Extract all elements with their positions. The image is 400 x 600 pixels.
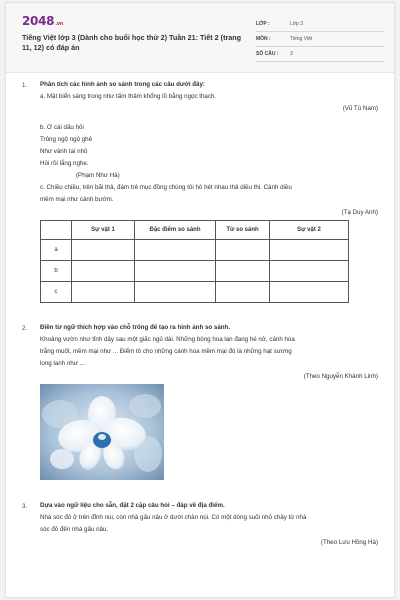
q1-b-source: (Phạm Như Hà) xyxy=(76,172,120,179)
table-cell[interactable] xyxy=(135,240,216,261)
document-header xyxy=(6,3,394,73)
table-cell[interactable] xyxy=(216,240,270,261)
table-row-label: b xyxy=(41,261,72,282)
orchid-photo xyxy=(40,384,164,480)
table-row-label: a xyxy=(41,240,72,261)
site-logo[interactable]: 2048.vn xyxy=(22,14,64,28)
q2-line: Khoảng vườn như tỉnh dậy sau một giấc ngủ dài. Những bông hoa lan đang hé nở, cánh hoa xyxy=(40,336,295,343)
q2-line: trắng muốt, mềm mại như ... Điểm tô cho những cánh hoa mềm mại đó là những hạt sương xyxy=(40,348,292,355)
table-cell[interactable] xyxy=(72,282,135,303)
table-row-label: c xyxy=(41,282,72,303)
meta-count-label: SỐ CÂU : xyxy=(256,51,279,57)
comparison-table xyxy=(40,220,349,303)
table-cell[interactable] xyxy=(216,261,270,282)
table-header-row xyxy=(41,221,349,240)
table-header-cell: Từ so sánh xyxy=(216,221,270,240)
table-header-cell: Sự vật 1 xyxy=(72,221,135,240)
q2-number: 2. xyxy=(22,325,28,332)
table-row xyxy=(41,282,349,303)
q2-source: (Theo Nguyễn Khánh Linh) xyxy=(303,373,378,380)
meta-subject-value: Tiếng Việt xyxy=(290,36,313,42)
table-cell[interactable] xyxy=(72,261,135,282)
q1-b-line: Trông ngộ ngộ ghê xyxy=(40,136,93,143)
q2-heading: Điền từ ngữ thích hợp vào chỗ trống để tạo ra hình ảnh so sánh. xyxy=(40,324,231,331)
orchid-image xyxy=(40,384,164,480)
meta-subject-label: MÔN : xyxy=(256,36,271,42)
q1-b-line: b. Ơ cái dấu hỏi xyxy=(40,124,84,131)
q1-heading: Phân tích các hình ảnh so sánh trong các câu dưới đây: xyxy=(40,81,205,88)
table-header-cell: Sự vật 2 xyxy=(270,221,349,240)
table-row xyxy=(41,240,349,261)
q3-source: (Theo Lưu Hồng Hà) xyxy=(320,539,378,546)
q1-c-line: mềm mại như cánh bướm. xyxy=(40,196,114,203)
q1-c-line: c. Chiều chiều, trên bãi thả, đám trẻ mục đồng chúng tôi hò hét nhau thả diều thi. Cánh diều xyxy=(40,184,292,191)
q1-b-line: Như vành tai nhỏ xyxy=(40,148,88,155)
q3-line: sóc đỏ đến nhà gấu nâu. xyxy=(40,526,109,533)
meta-class-label: LỚP : xyxy=(256,21,270,27)
meta-class-row xyxy=(256,17,384,32)
meta-count-row xyxy=(256,47,384,62)
q1-a-source: (Vũ Tú Nam) xyxy=(342,105,378,112)
q2-line: long lanh như ... xyxy=(40,360,85,367)
table-row xyxy=(41,261,349,282)
table-cell[interactable] xyxy=(216,282,270,303)
table-cell[interactable] xyxy=(270,261,349,282)
table-cell[interactable] xyxy=(135,282,216,303)
table-cell[interactable] xyxy=(135,261,216,282)
page-title: Tiếng Việt lớp 3 (Dành cho buổi học thứ 2) Tuần 21: Tiết 2 (trang 11, 12) có đáp án xyxy=(22,33,242,52)
q1-c-source: (Tạ Duy Anh) xyxy=(341,209,378,216)
meta-count-value: 3 xyxy=(290,51,293,57)
q1-b-line: Hỏi rồi lắng nghe. xyxy=(40,160,89,167)
q1-a-text: a. Mặt biển sáng trong như tấm thảm khổng lồ bằng ngọc thạch. xyxy=(40,93,217,100)
table-cell[interactable] xyxy=(270,240,349,261)
q3-line: Nhà sóc đỏ ở trên đỉnh núi, còn nhà gấu nâu ở dưới chân núi. Có một dòng suối nhỏ chảy từ nhà xyxy=(40,514,307,521)
table-header-cell xyxy=(41,221,72,240)
meta-class-value: Lớp 3 xyxy=(290,21,304,27)
q3-number: 3. xyxy=(22,503,28,510)
q1-number: 1. xyxy=(22,82,28,89)
q3-heading: Dựa vào ngữ liệu cho sẵn, đặt 2 cặp câu hỏi – đáp về địa điểm. xyxy=(40,502,225,509)
table-header-cell: Đặc điểm so sánh xyxy=(135,221,216,240)
meta-subject-row xyxy=(256,32,384,47)
table-cell[interactable] xyxy=(72,240,135,261)
table-cell[interactable] xyxy=(270,282,349,303)
